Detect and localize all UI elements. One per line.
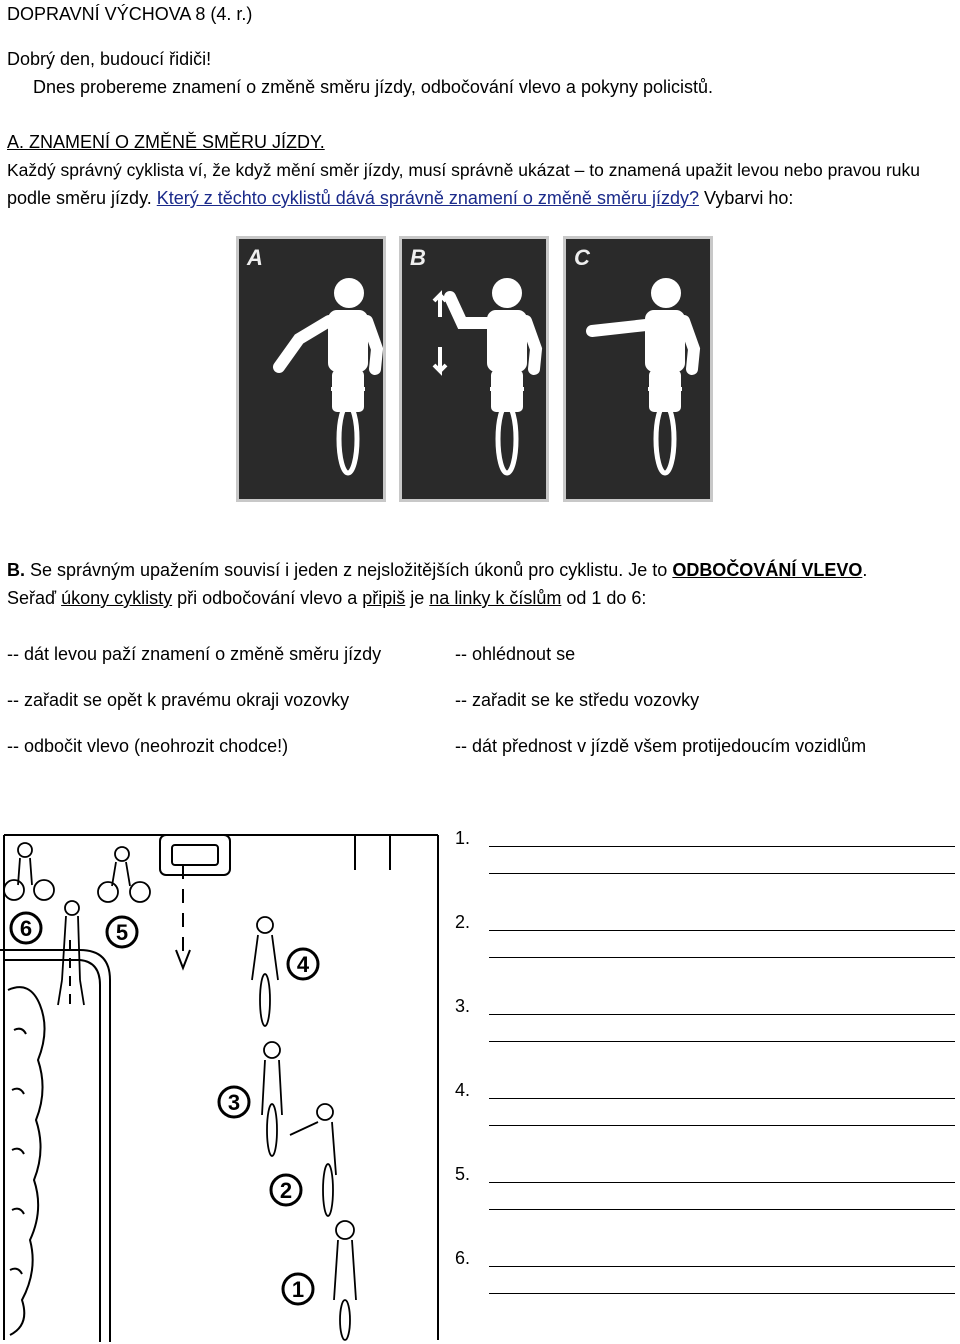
answer-line[interactable] bbox=[489, 1266, 955, 1267]
answer-line[interactable] bbox=[489, 846, 955, 847]
marker-6: 6 bbox=[19, 916, 33, 941]
action-item: -- zařadit se opět k pravému okraji vozovky bbox=[7, 690, 350, 710]
text-f: na linky k číslům bbox=[429, 588, 562, 608]
text-g: od 1 do 6: bbox=[561, 588, 647, 608]
marker-2: 2 bbox=[279, 1178, 293, 1203]
action-item: -- dát levou paží znamení o změně směru jízdy bbox=[7, 644, 382, 664]
section-a-question: Který z těchto cyklistů dává správně znamení o změně směru jízdy? bbox=[156, 188, 699, 208]
panel-label-b: B bbox=[410, 245, 426, 270]
answer-row-3 bbox=[455, 996, 955, 1056]
greeting: Dobrý den, budoucí řidiči! bbox=[7, 49, 212, 69]
answer-line[interactable] bbox=[489, 1293, 955, 1294]
action-item: -- odbočit vlevo (neohrozit chodce!) bbox=[7, 736, 289, 756]
answer-line[interactable] bbox=[489, 1014, 955, 1015]
answer-number: 4. bbox=[455, 1080, 471, 1100]
answer-line[interactable] bbox=[489, 957, 955, 958]
answer-number: 3. bbox=[455, 996, 471, 1016]
answer-line[interactable] bbox=[489, 873, 955, 874]
cyclist-panel-c[interactable] bbox=[563, 236, 713, 502]
answer-row-1 bbox=[455, 828, 955, 888]
text-c: při odbočování vlevo a bbox=[172, 588, 363, 608]
section-b-line2 bbox=[7, 587, 646, 609]
answer-line[interactable] bbox=[489, 1098, 955, 1099]
answer-number: 5. bbox=[455, 1164, 471, 1184]
answer-line[interactable] bbox=[489, 1182, 955, 1183]
answer-row-5 bbox=[455, 1164, 955, 1224]
answer-line[interactable] bbox=[489, 1209, 955, 1210]
section-b-prefix: B. bbox=[7, 560, 25, 580]
text-d: připiš bbox=[362, 588, 406, 608]
road-illustration bbox=[0, 830, 440, 1344]
panel-label-a: A bbox=[247, 245, 263, 270]
answer-number: 1. bbox=[455, 828, 471, 848]
text-b: úkony cyklisty bbox=[61, 588, 173, 608]
cyclist-panel-a[interactable] bbox=[236, 236, 386, 502]
section-b-end: . bbox=[862, 560, 868, 580]
text-e: je bbox=[405, 588, 430, 608]
answer-line[interactable] bbox=[489, 1125, 955, 1126]
marker-3: 3 bbox=[227, 1090, 241, 1115]
marker-1: 1 bbox=[291, 1277, 305, 1302]
marker-4: 4 bbox=[296, 952, 310, 977]
action-item: -- ohlédnout se bbox=[455, 644, 576, 664]
panel-label-c: C bbox=[574, 245, 590, 270]
section-a-line2-prefix: podle směru jízdy. bbox=[7, 188, 157, 208]
section-b-emphasis: ODBOČOVÁNÍ VLEVO bbox=[672, 560, 863, 580]
cyclist-panel-b[interactable] bbox=[399, 236, 549, 502]
page-title: DOPRAVNÍ VÝCHOVA 8 (4. r.) bbox=[7, 4, 253, 24]
section-a-line1: Každý správný cyklista ví, že když mění směr jízdy, musí správně ukázat – to znamená upažit levou nebo pravou ruku bbox=[7, 160, 921, 180]
section-a-line2 bbox=[7, 187, 793, 209]
action-item: -- zařadit se ke středu vozovky bbox=[455, 690, 700, 710]
section-a-line2-suffix: Vybarvi ho: bbox=[698, 188, 794, 208]
action-item: -- dát přednost v jízdě všem protijedoucím vozidlům bbox=[455, 736, 867, 756]
answer-number: 2. bbox=[455, 912, 471, 932]
section-a-heading: A. ZNAMENÍ O ZMĚNĚ SMĚRU JÍZDY. bbox=[7, 132, 325, 152]
answer-row-6 bbox=[455, 1248, 955, 1308]
answer-number: 6. bbox=[455, 1248, 471, 1268]
text-a: Seřaď bbox=[7, 588, 62, 608]
answer-line[interactable] bbox=[489, 1041, 955, 1042]
answer-line[interactable] bbox=[489, 930, 955, 931]
answer-row-4 bbox=[455, 1080, 955, 1140]
section-b-line1 bbox=[7, 559, 867, 581]
intro-text: Dnes probereme znamení o změně směru jízdy, odbočování vlevo a pokyny policistů. bbox=[33, 77, 714, 97]
marker-5: 5 bbox=[115, 920, 129, 945]
section-b-text: Se správným upažením souvisí i jeden z nejsložitějších úkonů pro cyklistu. Je to bbox=[25, 560, 673, 580]
answer-row-2 bbox=[455, 912, 955, 972]
